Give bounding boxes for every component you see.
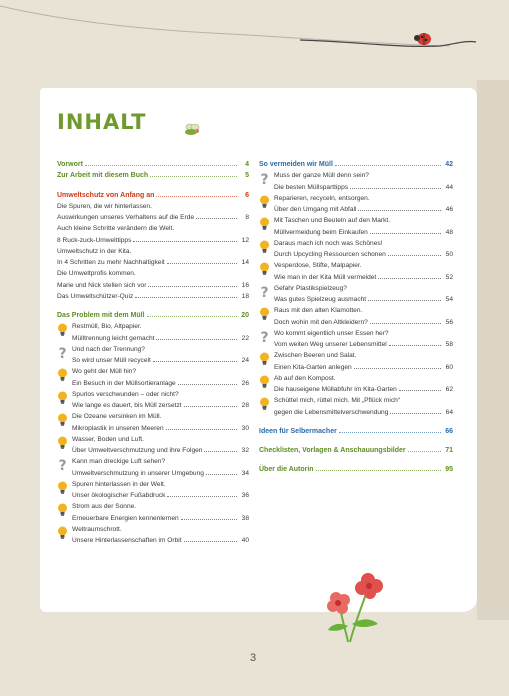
toc-page-number: 6	[245, 191, 249, 199]
toc-entry-title: Über Umweltverschmutzung und ihre Folgen	[72, 447, 203, 454]
toc-entry-title: Weltraumschrott.	[72, 525, 122, 533]
page-title: INHALT	[57, 110, 147, 134]
toc-entry-title: Das Umweltschützer-Quiz	[57, 292, 134, 300]
toc-entry-title: Daraus mach ich noch was Schönes!	[274, 239, 383, 247]
toc-entry-title: Mit Taschen und Beuteln auf den Markt.	[274, 217, 391, 225]
dot-leader	[316, 470, 441, 471]
toc-section-entry	[259, 426, 453, 437]
dot-leader	[181, 519, 237, 520]
toc-page-number: 36	[241, 492, 249, 499]
toc-entry	[57, 535, 249, 546]
insect-icon	[182, 123, 202, 137]
toc-entry	[57, 333, 249, 344]
toc-entry-title: Muss der ganze Müll denn sein?	[274, 172, 369, 180]
toc-entry	[57, 257, 249, 268]
toc-entry-title: Schüttel mich, rüttel mich. Mit „Pflück mich“	[274, 397, 401, 405]
toc-entry-title: Umweltschutz von Anfang an	[57, 191, 155, 199]
toc-section-entry	[57, 170, 249, 181]
toc-entry-title: Die Ozeane versinken im Müll.	[72, 413, 162, 421]
dot-leader	[206, 474, 237, 475]
dot-leader	[389, 345, 441, 346]
toc-entry	[259, 362, 453, 373]
toc-page-number: 52	[445, 273, 453, 281]
toc-page-number: 66	[445, 427, 453, 435]
dot-leader	[178, 384, 237, 385]
toc-entry	[57, 355, 249, 366]
svg-text:?: ?	[260, 329, 269, 346]
toc-entry-title: Die Umweltprofis kommen.	[57, 270, 136, 278]
dot-leader	[378, 278, 441, 279]
toc-entry	[57, 445, 249, 456]
toc-page-number: 26	[241, 379, 249, 387]
toc-entry	[57, 389, 249, 400]
toc-entry	[57, 268, 249, 279]
toc-entry-title: Die Spuren, die wir hinterlassen.	[57, 202, 152, 210]
toc-page-number: 12	[241, 236, 249, 244]
toc-entry-title: In 4 Schritten zu mehr Nachhaltigkeit	[57, 259, 165, 266]
toc-page-number: 38	[241, 514, 249, 522]
svg-text:?: ?	[260, 284, 269, 301]
toc-entry-title: Zwischen Beeren und Salat.	[274, 352, 357, 360]
toc-entry	[259, 204, 453, 215]
dot-leader	[196, 218, 237, 219]
dot-leader	[370, 323, 441, 324]
toc-entry	[259, 272, 453, 283]
dot-leader	[166, 429, 237, 430]
toc-entry	[259, 339, 453, 350]
toc-entry-title: Über den Umgang mit Abfall	[274, 206, 357, 213]
toc-page-number: 32	[241, 447, 249, 454]
toc-entry-title: So wird unser Müll recycelt	[72, 357, 151, 364]
toc-entry-title: Marie und Nick stellen sich vor	[57, 281, 147, 289]
toc-entry-title: Umweltschutz in der Kita.	[57, 247, 132, 255]
dot-leader	[370, 233, 441, 234]
toc-entry-title: Restmüll, Bio, Altpapier.	[72, 323, 142, 331]
toc-entry-title: Umweltverschmutzung in unserer Umgebung	[72, 469, 204, 477]
toc-entry-title: Ab auf den Kompost.	[274, 374, 336, 382]
toc-entry-title: Die besten Müllsparttipps	[274, 183, 349, 191]
toc-page-number: 58	[445, 341, 453, 348]
toc-entry-title: Erneuerbare Energien kennenlernen	[72, 514, 179, 522]
toc-page-number: 64	[445, 408, 453, 416]
toc-section-entry	[259, 464, 453, 475]
toc-entry	[57, 280, 249, 291]
toc-entry	[57, 423, 249, 434]
toc-entry	[57, 223, 249, 234]
toc-page-number: 30	[241, 424, 249, 432]
toc-entry-title: Was gutes Spielzeug ausmacht	[274, 296, 367, 303]
toc-page-number: 20	[241, 312, 249, 319]
toc-entry-title: gegen die Lebensmittelverschwendung	[274, 408, 389, 416]
toc-entry	[259, 317, 453, 328]
toc-entry-title: Zur Arbeit mit diesem Buch	[57, 172, 149, 180]
toc-page-number: 62	[445, 386, 453, 393]
dot-leader	[354, 368, 441, 369]
toc-entry-title: Vorwort	[57, 161, 83, 168]
dot-leader	[148, 286, 237, 287]
toc-entry-title: Vom weiten Weg unserer Lebensmittel	[274, 341, 387, 348]
toc-entry	[57, 201, 249, 212]
toc-entry-title: Wasser, Boden und Luft.	[72, 435, 144, 443]
toc-entry-title: Spurlos verschwunden – oder nicht?	[72, 390, 179, 398]
toc-page-number: 8	[245, 214, 249, 221]
toc-entry-title: Müllvermeidung beim Einkaufen	[274, 228, 368, 236]
dot-leader	[184, 541, 237, 542]
toc-page-number: 22	[241, 334, 249, 342]
toc-entry	[57, 235, 249, 246]
dot-leader	[388, 255, 441, 256]
toc-entry-title: Spuren hinterlassen in der Welt.	[72, 480, 166, 488]
ladybug-icon	[412, 30, 434, 46]
toc-entry	[259, 384, 453, 395]
toc-page-number: 60	[445, 363, 453, 371]
toc-entry-title: Und nach der Trennung?	[72, 345, 145, 353]
toc-page-number: 44	[445, 183, 453, 191]
toc-right-column	[259, 159, 453, 476]
toc-page-number: 14	[241, 259, 249, 266]
toc-entry-title: Ideen für Selbermacher	[259, 427, 337, 435]
dot-leader	[204, 451, 237, 452]
toc-entry-title: Wo kommt eigentlich unser Essen her?	[274, 329, 389, 337]
toc-entry	[57, 513, 249, 524]
toc-entry-title: Strom aus der Sonne.	[72, 503, 137, 511]
toc-entry-title: Einen Kita-Garten anlegen	[274, 363, 352, 371]
svg-text:?: ?	[58, 345, 67, 362]
dot-leader	[167, 496, 237, 497]
dot-leader	[147, 316, 237, 317]
flowers-illustration	[318, 566, 388, 644]
dot-leader	[184, 406, 237, 407]
toc-entry-title: Doch wohin mit den Altkleidern?	[274, 318, 368, 326]
toc-page-number: 46	[445, 206, 453, 213]
toc-entry-title: Auch kleine Schritte verändern die Welt.	[57, 225, 175, 233]
toc-entry	[259, 373, 453, 384]
toc-page-number: 28	[241, 402, 249, 409]
dot-leader	[153, 361, 237, 362]
toc-entry	[57, 246, 249, 257]
dot-leader	[350, 188, 441, 189]
toc-entry	[57, 291, 249, 302]
toc-entry	[57, 411, 249, 422]
dot-leader	[135, 297, 237, 298]
toc-page-number: 48	[445, 228, 453, 236]
toc-page-number: 34	[241, 469, 249, 477]
toc-entry	[57, 321, 249, 332]
toc-entry-title: Auswirkungen unseres Verhaltens auf die Erde	[57, 214, 195, 221]
toc-entry-title: Checklisten, Vorlagen & Anschauungsbilder	[259, 447, 406, 454]
toc-entry-title: Unser ökologischer Fußabdruck	[72, 492, 166, 499]
toc-entry-title: Mülltrennung leicht gemacht	[72, 334, 155, 342]
dot-leader	[85, 165, 237, 166]
toc-page-number: 40	[241, 537, 249, 544]
toc-entry-title: Kann man dreckige Luft sehen?	[72, 458, 166, 466]
dot-leader	[358, 210, 441, 211]
toc-page-number: 54	[445, 296, 453, 303]
toc-entry	[259, 193, 453, 204]
toc-entry-title: Ein Besuch in der Müllsortieranlage	[72, 379, 176, 387]
toc-section-entry	[259, 159, 453, 170]
toc-entry-title: Wie man in der Kita Müll vermeidet	[274, 273, 377, 281]
toc-entry	[259, 238, 453, 249]
toc-entry	[259, 350, 453, 361]
toc-entry	[259, 395, 453, 406]
toc-entry-title: Das Problem mit dem Müll	[57, 312, 145, 319]
toc-page-number: 42	[445, 161, 453, 168]
toc-entry-title: Über die Autorin	[259, 466, 314, 474]
dot-leader	[133, 241, 237, 242]
dot-leader	[339, 432, 441, 433]
toc-entry-title: Gefahr Plastikspielzeug?	[274, 284, 347, 292]
toc-entry	[57, 479, 249, 490]
toc-entry-title: Reparieren, recyceln, entsorgen.	[274, 194, 370, 202]
toc-entry-title: Raus mit den alten Klamotten.	[274, 307, 363, 315]
dot-leader	[335, 165, 441, 166]
dot-leader	[156, 196, 237, 197]
toc-entry	[57, 524, 249, 535]
toc-section-entry	[57, 190, 249, 201]
dot-leader	[390, 413, 441, 414]
toc-entry-title: Vesperdose, Stifte, Malpapier.	[274, 262, 362, 270]
toc-entry	[57, 212, 249, 223]
svg-text:?: ?	[58, 458, 67, 475]
dot-leader	[399, 390, 441, 391]
toc-entry-title: Unsere Hinterlassenschaften im Orbit	[72, 537, 182, 544]
dot-leader	[150, 176, 237, 177]
toc-section-entry	[57, 310, 249, 321]
dot-leader	[368, 300, 441, 301]
toc-entry	[259, 215, 453, 226]
toc-section-entry	[259, 445, 453, 456]
toc-entry	[259, 227, 453, 238]
svg-text:?: ?	[260, 172, 269, 189]
toc-page-number: 95	[445, 466, 453, 474]
toc-entry-title: Durch Upcycling Ressourcen schonen	[274, 251, 386, 258]
toc-entry	[259, 305, 453, 316]
toc-entry	[259, 249, 453, 260]
toc-entry	[57, 400, 249, 411]
toc-entry-title: Mikroplastik in unseren Meeren	[72, 424, 164, 432]
toc-page-number: 71	[445, 447, 453, 454]
toc-page-number: 18	[241, 292, 249, 300]
toc-entry-title: So vermeiden wir Müll	[259, 161, 333, 168]
toc-page-number: 24	[241, 357, 249, 364]
toc-entry-title: Die hauseigene Müllabfuhr im Kita-Garten	[274, 386, 397, 393]
toc-page-number: 16	[241, 281, 249, 289]
toc-entry	[259, 294, 453, 305]
toc-page-number: 50	[445, 251, 453, 258]
page-number: 3	[250, 652, 257, 664]
toc-entry	[57, 366, 249, 377]
toc-page-number: 5	[245, 172, 249, 180]
toc-entry	[259, 260, 453, 271]
toc-section-entry	[57, 159, 249, 170]
toc-entry	[259, 407, 453, 418]
toc-entry	[57, 434, 249, 445]
toc-entry-title: 8 Ruck-zuck-Umwelttipps	[57, 236, 132, 244]
toc-entry	[57, 378, 249, 389]
toc-entry	[259, 182, 453, 193]
dot-leader	[408, 451, 441, 452]
toc-page-number: 4	[245, 161, 249, 168]
toc-entry	[57, 490, 249, 501]
toc-page-number: 56	[445, 318, 453, 326]
dot-leader	[167, 263, 237, 264]
toc-entry-title: Wie lange es dauert, bis Müll zersetzt	[72, 402, 182, 409]
toc-left-column	[57, 159, 249, 546]
toc-entry	[57, 468, 249, 479]
dot-leader	[156, 339, 237, 340]
toc-entry-title: Wo geht der Müll hin?	[72, 368, 137, 376]
toc-entry	[57, 501, 249, 512]
